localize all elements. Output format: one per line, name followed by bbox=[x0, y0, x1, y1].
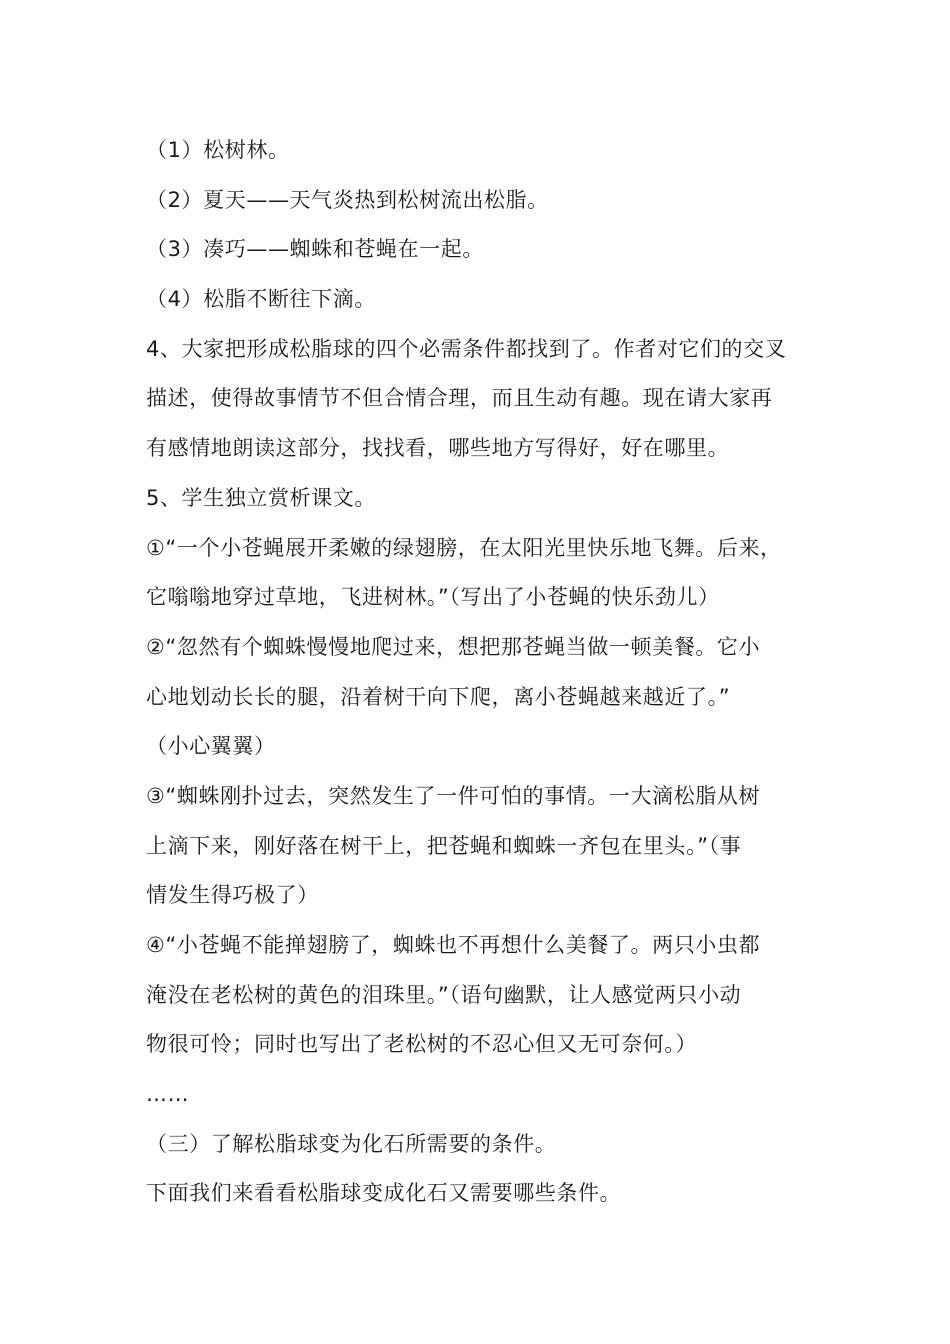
section-3-intro-line: 下面我们来看看松脂球变成化石又需要哪些条件。 bbox=[146, 1181, 622, 1206]
quote-3-line: 上滴下来，刚好落在树干上，把苍蝇和蜘蛛一齐包在里头。”（事 bbox=[146, 833, 742, 858]
quote-3-line: 情发生得巧极了） bbox=[146, 883, 319, 908]
quote-2-line: （小心翼翼） bbox=[146, 734, 276, 759]
quote-2-line: ②“忽然有个蜘蛛慢慢地爬过来，想把那苍蝇当做一顿美餐。它小 bbox=[146, 634, 761, 659]
document-body bbox=[146, 126, 816, 1219]
step-4-paragraph-line: 描述，使得故事情节不但合情合理，而且生动有趣。现在请大家再 bbox=[146, 386, 773, 411]
section-3-heading: （三）了解松脂球变为化石所需要的条件。 bbox=[146, 1131, 557, 1156]
condition-4-line: （4）松脂不断往下滴。 bbox=[146, 287, 376, 312]
step-5-heading: 5、学生独立赏析课文。 bbox=[146, 485, 376, 510]
quote-1-line: ①“一个小苍蝇展开柔嫩的绿翅膀，在太阳光里快乐地飞舞。后来， bbox=[146, 535, 782, 560]
quote-2-line: 心地划动长长的腿，沿着树干向下爬，离小苍蝇越来越近了。” bbox=[146, 684, 731, 709]
condition-3-line: （3）凑巧——蜘蛛和苍蝇在一起。 bbox=[146, 237, 484, 262]
step-4-paragraph-line: 4、大家把形成松脂球的四个必需条件都找到了。作者对它们的交叉 bbox=[146, 336, 787, 361]
quote-4-line: 淹没在老松树的黄色的泪珠里。”（语句幽默，让人感觉两只小动 bbox=[146, 982, 742, 1007]
condition-1-line: （1）松树林。 bbox=[146, 138, 290, 162]
quote-4-line: ④“小苍蝇不能掸翅膀了，蜘蛛也不再想什么美餐了。两只小虫都 bbox=[146, 933, 761, 957]
condition-2-line: （2）夏天——天气炎热到松树流出松脂。 bbox=[146, 187, 549, 212]
quote-4-line: 物很可怜；同时也写出了老松树的不忍心但又无可奈何。） bbox=[146, 1032, 698, 1057]
quote-3-line: ③“蜘蛛刚扑过去，突然发生了一件可怕的事情。一大滴松脂从树 bbox=[146, 783, 761, 808]
ellipsis-line: …… bbox=[146, 1082, 190, 1107]
step-4-paragraph-line: 有感情地朗读这部分，找找看，哪些地方写得好，好在哪里。 bbox=[146, 436, 730, 461]
quote-1-line: 它嗡嗡地穿过草地，飞进树林。”（写出了小苍蝇的快乐劲儿） bbox=[146, 585, 720, 610]
